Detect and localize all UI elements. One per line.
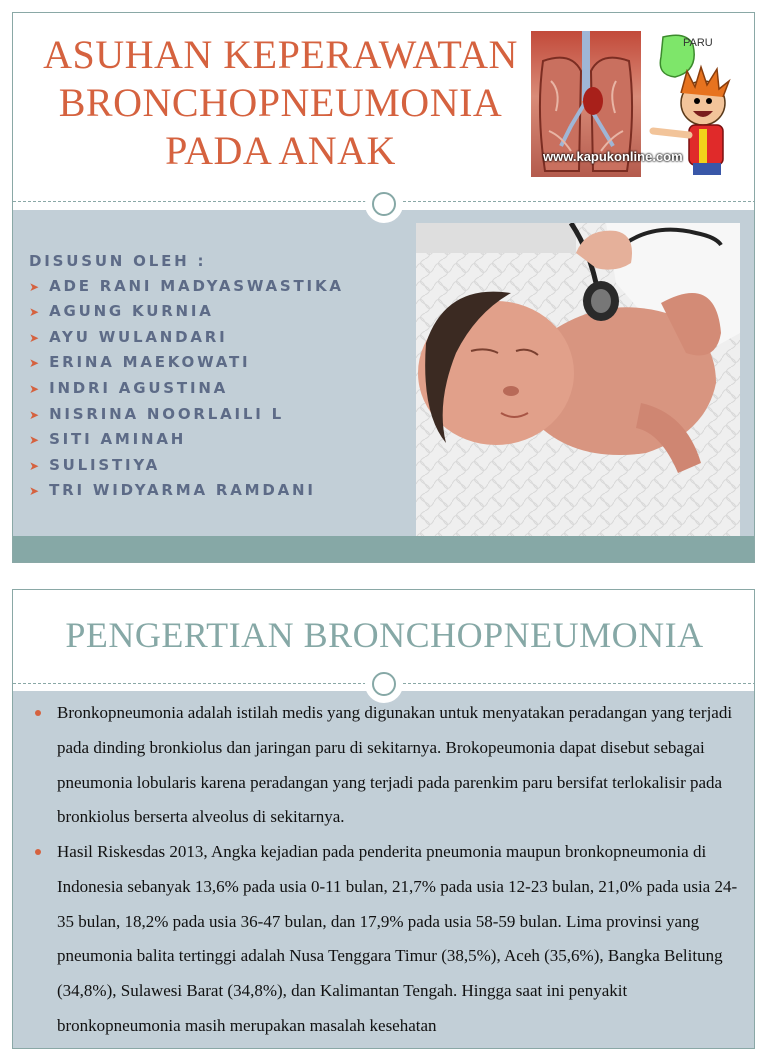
author-item [29, 453, 344, 479]
baby-stethoscope-photo [416, 223, 740, 536]
author-name: ERINA MAEKOWATI [49, 353, 251, 372]
title-line-1: ASUHAN KEPERAWATAN [43, 32, 518, 77]
slide-title: PENGERTIAN BRONCHOPNEUMONIA [65, 615, 704, 655]
arrow-bullet-icon: ➤ [29, 305, 40, 320]
title-line-3: PADA ANAK [165, 128, 396, 173]
definition-slide [12, 589, 755, 1049]
arrow-bullet-icon: ➤ [29, 356, 40, 371]
author-item [29, 376, 344, 402]
title-slide [12, 12, 755, 563]
arrow-bullet-icon: ➤ [29, 381, 40, 396]
arrow-bullet-icon: ➤ [29, 458, 40, 473]
paragraph [35, 835, 743, 1044]
author-item [29, 325, 344, 351]
paragraph-text: Bronkopneumonia adalah istilah medis yang digunakan untuk menyatakan peradangan yang terjadi pada dinding bronkiolus dan jaringan paru di sekitarnya. Brokopeumonia dapat disebut sebagai pneumonia lobularis karena peradangan yang terjadi pada parenkim paru bersifat terlokalisir pada bronkiolus berserta alveolus di sekitarnya. [57, 703, 733, 827]
slide-footer-bar [13, 536, 755, 563]
arrow-bullet-icon: ➤ [29, 407, 40, 422]
authors-list [29, 249, 344, 504]
authors-heading: DISUSUN OLEH : [29, 252, 207, 270]
image-url-watermark: www.kapukonline.com [543, 149, 683, 164]
arrow-bullet-icon: ➤ [29, 330, 40, 345]
author-item [29, 350, 344, 376]
dot-bullet-icon [35, 849, 41, 855]
author-name: AGUNG KURNIA [49, 302, 214, 321]
author-name: INDRI AGUSTINA [49, 378, 229, 397]
author-item [29, 427, 344, 453]
slide-title [13, 31, 548, 175]
title-line-2: BRONCHOPNEUMONIA [58, 80, 503, 125]
author-item [29, 274, 344, 300]
dot-bullet-icon [35, 710, 41, 716]
arrow-bullet-icon: ➤ [29, 484, 40, 499]
author-name: SULISTIYA [49, 455, 161, 474]
paragraph-text: Hasil Riskesdas 2013, Angka kejadian pada penderita pneumonia maupun bronkopneumonia di Indonesia sebanyak 13,6% pada usia 0-11 bulan, 21,7% pada usia 12-23 bulan, 21,0% pada usia 24-35 bulan, 18,2% pada usia 36-47 bulan, dan 17,9% pada usia 58-59 bulan. Lima provinsi yang pneumonia balita tertinggi adalah Nusa Tenggara Timur (38,5%), Aceh (35,6%), Bangka Belitung (34,8%), Sulawesi Barat (34,8%), dan Kalimantan Tengah. Hingga saat ini penyakit bronkopneumonia masih merupakan masalah kesehatan [57, 842, 738, 1035]
author-item [29, 402, 344, 428]
author-item [29, 478, 344, 504]
author-name: NISRINA NOORLAILI L [49, 404, 284, 423]
author-name: SITI AMINAH [49, 430, 187, 449]
paru-badge-text: PARU [683, 37, 713, 49]
author-name: AYU WULANDARI [49, 327, 228, 346]
ring-ornament-icon [365, 185, 403, 223]
paragraph [35, 696, 743, 835]
arrow-bullet-icon: ➤ [29, 433, 40, 448]
author-name: ADE RANI MADYASWASTIKA [49, 276, 344, 295]
author-name: TRI WIDYARMA RAMDANI [49, 481, 316, 500]
author-item [29, 299, 344, 325]
arrow-bullet-icon: ➤ [29, 279, 40, 294]
